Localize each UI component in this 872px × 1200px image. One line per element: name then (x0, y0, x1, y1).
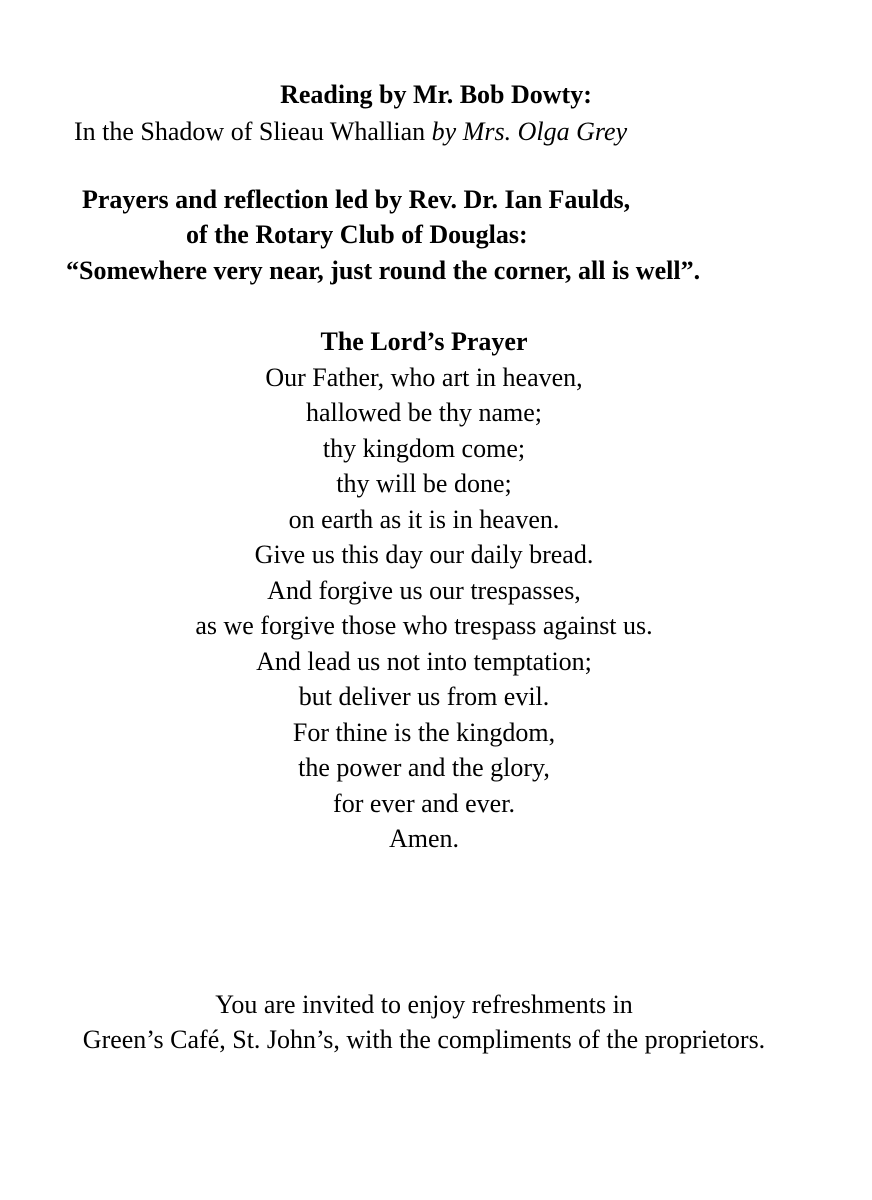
prayer-line: as we forgive those who trespass against us. (195, 611, 653, 640)
prayers-leader: Prayers and reflection led by Rev. Dr. Ian Faulds, (82, 185, 631, 214)
prayer-line: Give us this day our daily bread. (254, 540, 594, 569)
reading-byline: by Mrs. Olga Grey (431, 117, 628, 146)
lords-prayer-heading: The Lord’s Prayer (320, 327, 528, 356)
prayer-line-amen: Amen. (388, 824, 460, 853)
closing-venue: Green’s Café, St. John’s, with the compliments of the proprietors. (82, 1025, 766, 1054)
prayer-line: Our Father, who art in heaven, (265, 363, 583, 392)
prayers-quote: “Somewhere very near, just round the corner, all is well”. (66, 256, 701, 285)
prayer-line: the power and the glory, (298, 753, 550, 782)
prayer-line: on earth as it is in heaven. (288, 505, 560, 534)
prayer-line: For thine is the kingdom, (292, 718, 556, 747)
closing-invitation: You are invited to enjoy refreshments in (215, 990, 633, 1019)
prayer-line: for ever and ever. (333, 789, 515, 818)
prayer-line: And forgive us our trespasses, (267, 576, 581, 605)
prayer-line: thy kingdom come; (322, 434, 526, 463)
reading-heading: Reading by Mr. Bob Dowty: (280, 80, 592, 109)
prayer-line: thy will be done; (336, 469, 512, 498)
reading-title: In the Shadow of Slieau Whallian (74, 117, 426, 146)
reading-title-line (74, 117, 627, 147)
prayer-line: but deliver us from evil. (298, 682, 550, 711)
prayer-line: hallowed be thy name; (305, 398, 543, 427)
prayers-club: of the Rotary Club of Douglas: (186, 220, 528, 249)
prayer-line: And lead us not into temptation; (256, 647, 592, 676)
